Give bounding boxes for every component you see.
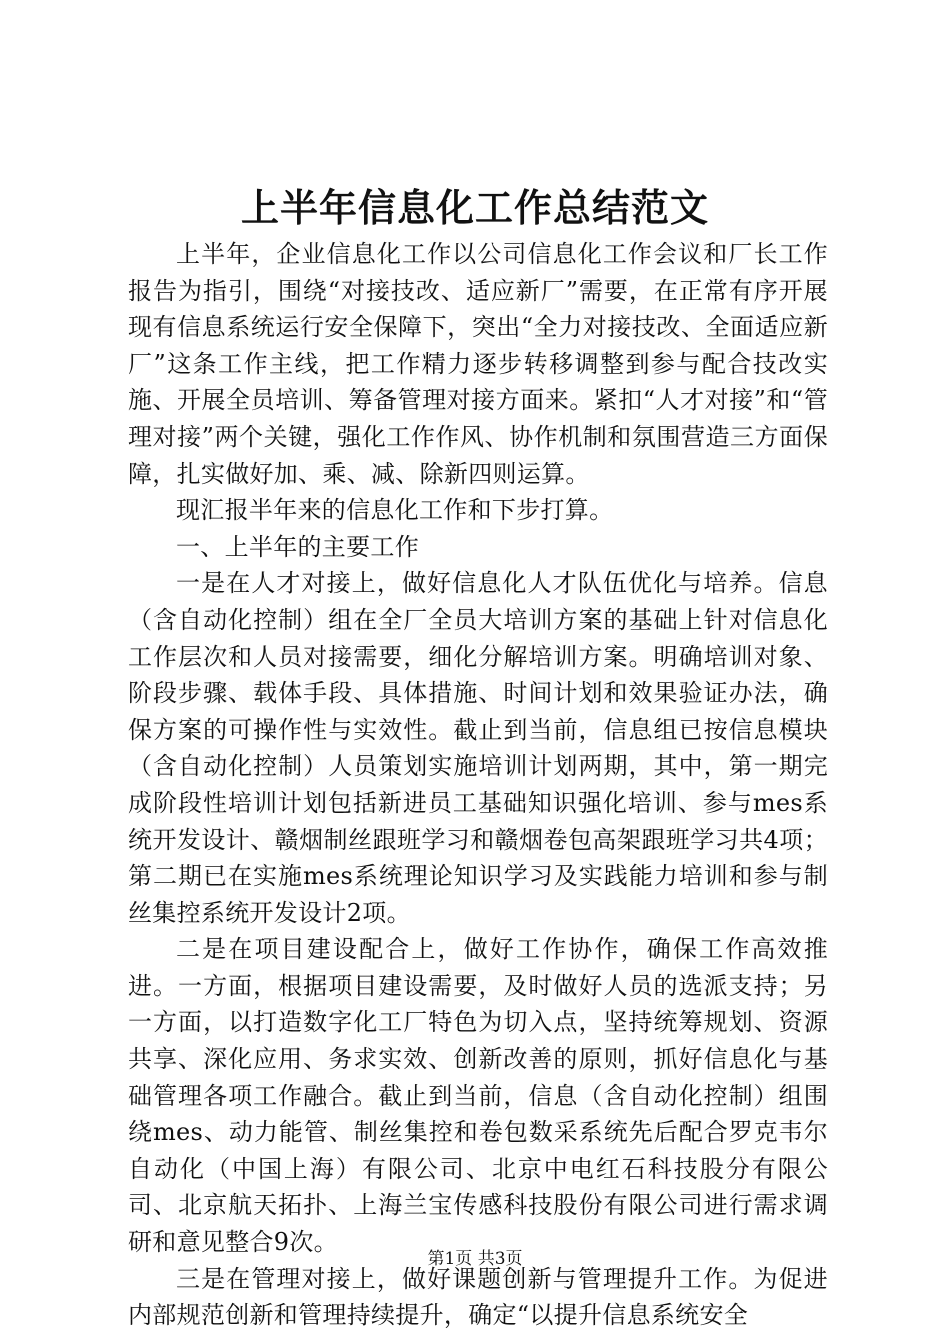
document-body: [128, 236, 828, 1334]
page-total: 共3页: [477, 1249, 523, 1269]
section-heading: 一、上半年的主要工作: [176, 532, 419, 561]
paragraph-talent: 一是在人才对接上，做好信息化人才队伍优化与培养。信息（含自动化控制）组在全厂全员大培训方案的基础上针对信息化工作层次和人员对接需要，细化分解培训方案。明确培训对象、阶段步骤、载体手段、具体措施、时间计划和效果验证办法，确保方案的可操作性与实效性。截止到当前，信息组已按信息模块（含自动化控制）人员策划实施培训计划两期，其中，第一期完成阶段性培训计划包括新进员工基础知识强化培训、参与mes系统开发设计、赣烟制丝跟班学习和赣烟卷包高架跟班学习共4项；第二期已在实施mes系统理论知识学习及实践能力培训和参与制丝集控系统开发设计2项。: [128, 569, 828, 927]
page-number: 第1页: [427, 1249, 473, 1269]
paragraph-project: 二是在项目建设配合上，做好工作协作，确保工作高效推进。一方面，根据项目建设需要，及时做好人员的选派支持；另一方面，以打造数字化工厂特色为切入点，坚持统筹规划、资源共享、深化应用、务求实效、创新改善的原则，抓好信息化与基础管理各项工作融合。截止到当前，信息（含自动化控制）组围绕mes、动力能管、制丝集控和卷包数采系统先后配合罗克韦尔自动化（中国上海）有限公司、北京中电红石科技股分有限公司、北京航天拓扑、上海兰宝传感科技股份有限公司进行需求调研和意见整合9次。: [128, 935, 828, 1257]
paragraph-report-note: 现汇报半年来的信息化工作和下步打算。: [176, 496, 614, 525]
document-title: 上半年信息化工作总结范文: [240, 186, 709, 230]
paragraph-management: 三是在管理对接上，做好课题创新与管理提升工作。为促进内部规范创新和管理持续提升，确定“以提升信息系统安全: [128, 1264, 828, 1330]
paragraph-intro: 上半年，企业信息化工作以公司信息化工作会议和厂长工作报告为指引，围绕“对接技改、适应新厂”需要，在正常有序开展现有信息系统运行安全保障下，突出“全力对接技改、全面适应新厂”这条工作主线，把工作精力逐步转移调整到参与配合技改实施、开展全员培训、筹备管理对接方面来。紧扣“人才对接”和“管理对接”两个关键，强化工作作风、协作机制和氛围营造三方面保障，扎实做好加、乘、减、除新四则运算。: [128, 240, 828, 488]
page-footer: [0, 1247, 950, 1271]
